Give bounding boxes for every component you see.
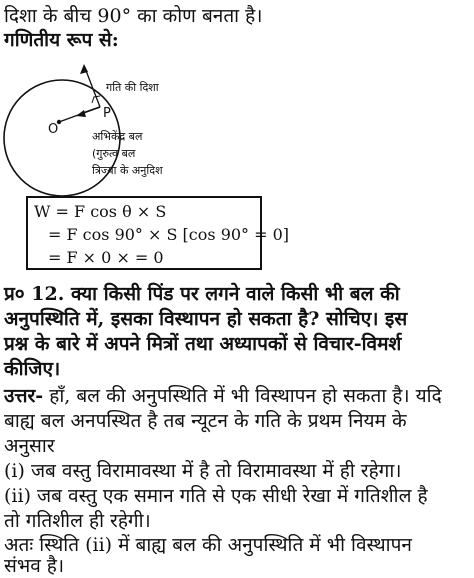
force-label-1: अभिकेंद्र बल [92, 130, 143, 143]
question-line-4: कीजिए। [4, 358, 61, 380]
circular-motion-diagram [0, 60, 230, 200]
answer-line-7: अतः स्थिति (ii) में बाह्य बल की अनुपस्थिति में भी विस्थापन [4, 534, 412, 556]
answer-line-5: (ii) जब वस्तु एक समान गति से एक सीधी रेखा में गतिशील है [4, 485, 428, 507]
question-line-1: प्र० 12. क्या किसी पिंड पर लगने वाले किसी भी बल की [4, 283, 400, 305]
work-formula-box [26, 196, 290, 270]
math-heading: गणितीय रूप से: [4, 29, 119, 51]
force-label-3: त्रिज्या के अनुदिश [92, 164, 163, 177]
answer-label: उत्तर- [4, 385, 44, 407]
intro-line: दिशा के बीच 90° का कोण बनता है। [4, 5, 263, 27]
answer-line-4: (i) जब वस्तु विरामावस्था में है तो विरामावस्था में ही रहेगा। [4, 460, 402, 482]
formula-line-2: = F cos 90° × S [cos 90° = 0] [48, 225, 290, 244]
force-label-2: (गुरुत्व बल [92, 147, 136, 160]
formula-line-3: = F × 0 × = 0 [48, 248, 164, 267]
point-p-label: P [103, 106, 111, 121]
answer-line-8: संभव है। [4, 555, 65, 577]
centre-o-label: O [48, 122, 59, 137]
question-line-3: प्रश्न के बारे में अपने मित्रों तथा अध्यापकों से विचार-विमर्श [4, 333, 402, 355]
force-arrowhead [76, 110, 86, 117]
formula-line-1: W = F cos θ × S [34, 202, 167, 221]
answer-line-1-text: हाँ, बल की अनुपस्थिति में भी विस्थापन हो सकता है। यदि [43, 385, 442, 407]
answer-line-1 [4, 384, 442, 408]
answer-line-6: तो गतिशील ही रहेगी। [4, 510, 151, 532]
right-angle-mark [92, 96, 100, 103]
direction-label: गति की दिशा [106, 81, 159, 94]
answer-line-2: बाह्य बल अनपस्थित है तब न्यूटन के गति के प्रथम नियम के [4, 410, 407, 432]
question-line-2: अनुपस्थिति में, इसका विस्थापन हो सकता है? सोचिए। इस [4, 308, 408, 330]
answer-line-3: अनुसार [4, 435, 55, 457]
